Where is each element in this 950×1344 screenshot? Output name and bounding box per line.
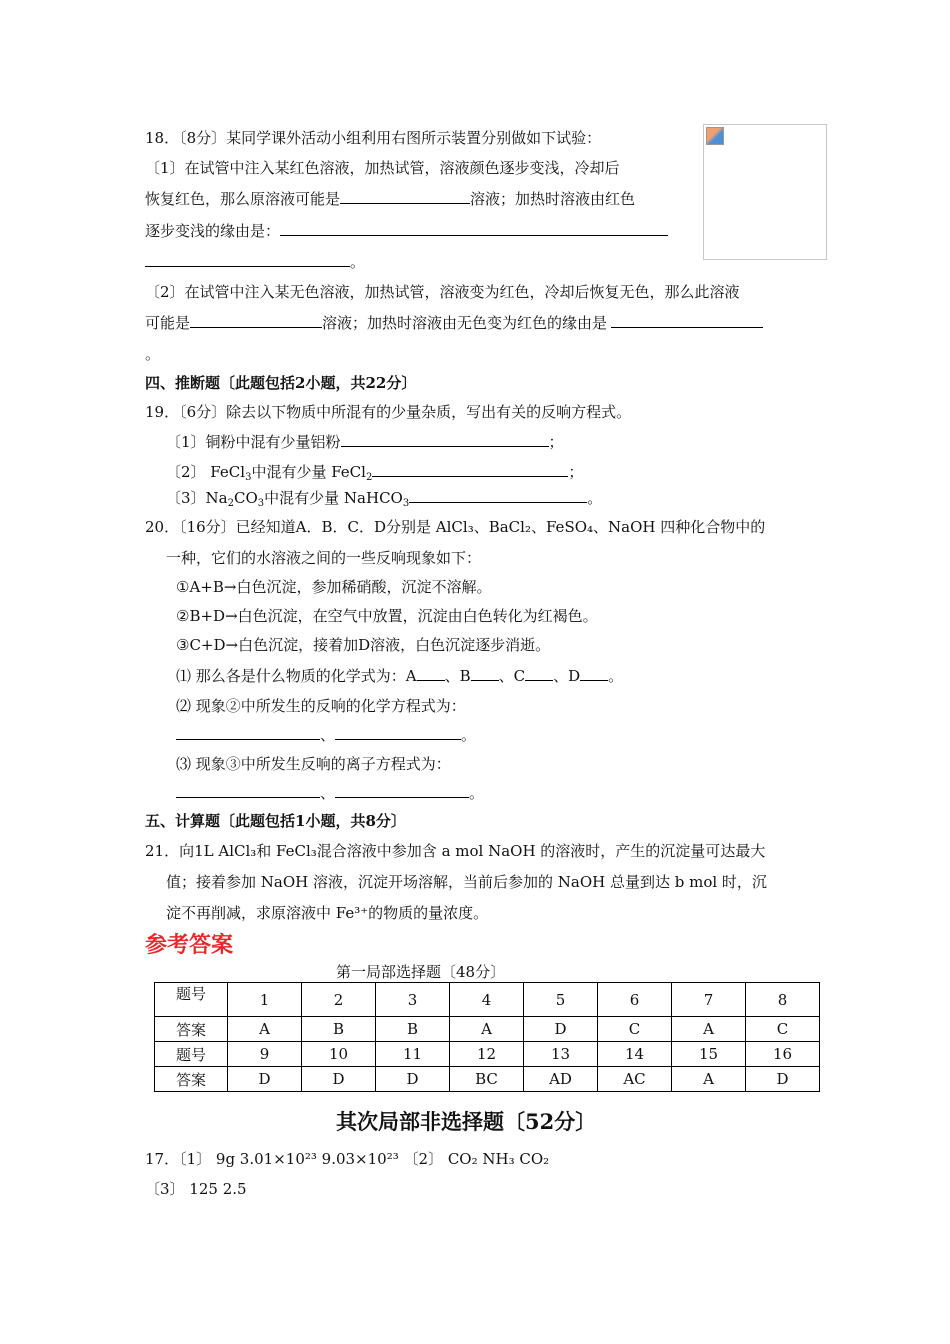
answer-blank xyxy=(417,666,445,681)
q20-sub1: ⑴ 那么各是什么物质的化学式为：A 、B 、C 、D 。 xyxy=(176,667,624,685)
q20-sub2-answer: 、 。 xyxy=(176,724,476,745)
table-cell: 16 xyxy=(746,1042,820,1067)
table-cell: 11 xyxy=(376,1042,450,1067)
apparatus-image-frame xyxy=(703,124,827,260)
table-cell: 3 xyxy=(376,983,450,1017)
answer-blank xyxy=(340,189,470,204)
q18-p2-line1: 〔2〕在试管中注入某无色溶液，加热试管，溶液变为红色，冷却后恢复无色，那么此溶液 xyxy=(145,283,740,301)
table-row-header: 题号 xyxy=(155,983,228,1017)
q21-line3: 淀不再削减，求原溶液中 Fe³⁺的物质的量浓度。 xyxy=(166,904,489,922)
q20-sub3: ⑶ 现象③中所发生反响的离子方程式为： xyxy=(176,755,451,773)
table-cell: 1 xyxy=(228,983,302,1017)
table-cell: 5 xyxy=(524,983,598,1017)
q18-p1-line3: 逐步变浅的缘由是： xyxy=(145,220,668,241)
answer-17-line2: 〔3〕 125 2.5 xyxy=(145,1180,247,1198)
part2-heading: 其次局部非选择题〔52分〕 xyxy=(336,1109,597,1134)
part1-caption: 第一局部选择题〔48分〕 xyxy=(336,963,506,981)
table-cell: D xyxy=(376,1067,450,1092)
section-5-heading: 五、计算题〔此题包括1小题，共8分〕 xyxy=(145,812,406,830)
q19-item2: 〔2〕 FeCl$_3$中混有少量 FeCl$_2$ ； xyxy=(166,463,584,483)
section-4-heading: 四、推断题〔此题包括2小题，共22分〕 xyxy=(145,374,417,392)
table-cell: C xyxy=(598,1017,672,1042)
answer-blank xyxy=(409,488,587,503)
table-cell: AD xyxy=(524,1067,598,1092)
broken-image-icon xyxy=(706,127,724,145)
table-cell: 12 xyxy=(450,1042,524,1067)
q18-p2-line2: 可能是 溶液；加热时溶液由无色变为红色的缘由是 xyxy=(145,312,763,333)
table-cell: B xyxy=(302,1017,376,1042)
table-cell: A xyxy=(672,1017,746,1042)
table-cell: D xyxy=(746,1067,820,1092)
q19-head: 19．〔6分〕除去以下物质中所混有的少量杂质，写出有关的反响方程式。 xyxy=(145,403,632,421)
table-cell: 10 xyxy=(302,1042,376,1067)
q19-item3: 〔3〕$Na_2CO_3$中混有少量 NaHCO$_3$ 。 xyxy=(166,489,603,509)
q18-p2-line3: 。 xyxy=(145,345,161,363)
q19-item1: 〔1〕铜粉中混有少量铝粉 ； xyxy=(166,433,564,451)
table-cell: 4 xyxy=(450,983,524,1017)
q20-reaction-1: ①A+B→白色沉淀，参加稀硝酸，沉淀不溶解。 xyxy=(176,578,492,596)
q18-p1-line2: 恢复红色，那么原溶液可能是 溶液；加热时溶液由红色 xyxy=(145,190,636,208)
answers-title: 参考答案 xyxy=(145,932,234,958)
table-cell: A xyxy=(672,1067,746,1092)
answer-blank xyxy=(176,725,320,740)
table-cell: D xyxy=(228,1067,302,1092)
table-cell: A xyxy=(228,1017,302,1042)
table-cell: D xyxy=(524,1017,598,1042)
table-cell: BC xyxy=(450,1067,524,1092)
answer-blank xyxy=(341,432,549,447)
table-row xyxy=(155,1017,820,1042)
q20-head-line2: 一种，它们的水溶液之间的一些反响现象如下： xyxy=(166,549,482,567)
answer-blank xyxy=(471,666,499,681)
q21-line1: 21．向1L AlCl₃和 FeCl₃混合溶液中参加含 a mol NaOH 的溶液时，产生的沉淀量可达最大 xyxy=(145,842,766,860)
answer-blank xyxy=(176,783,320,798)
table-cell: B xyxy=(376,1017,450,1042)
table-cell: 6 xyxy=(598,983,672,1017)
table-cell: 2 xyxy=(302,983,376,1017)
table-cell: D xyxy=(302,1067,376,1092)
answer-blank xyxy=(525,666,553,681)
table-cell: 14 xyxy=(598,1042,672,1067)
q21-line2: 值；接着参加 NaOH 溶液，沉淀开场溶解，当前后参加的 NaOH 总量到达 b mol 时，沉 xyxy=(166,873,767,891)
table-cell: 7 xyxy=(672,983,746,1017)
q18-p1-line4: 。 xyxy=(145,251,365,272)
table-cell: A xyxy=(450,1017,524,1042)
q18-head: 18．〔8分〕某同学课外活动小组利用右图所示装置分别做如下试验： xyxy=(145,129,602,147)
table-cell: 13 xyxy=(524,1042,598,1067)
answer-blank xyxy=(335,783,469,798)
table-row-header: 答案 xyxy=(155,1017,228,1042)
answer-blank xyxy=(580,666,608,681)
table-cell: AC xyxy=(598,1067,672,1092)
table-cell: 8 xyxy=(746,983,820,1017)
q20-sub2: ⑵ 现象②中所发生的反响的化学方程式为： xyxy=(176,697,466,715)
table-row-header: 答案 xyxy=(155,1067,228,1092)
table-row xyxy=(155,1067,820,1092)
q20-head: 20．〔16分〕已经知道A．B．C．D分别是 AlCl₃、BaCl₂、FeSO₄、NaOH 四种化合物中的 xyxy=(145,518,766,536)
table-row-header: 题号 xyxy=(155,1042,228,1067)
answer-blank xyxy=(145,252,350,267)
q20-reaction-3: ③C+D→白色沉淀，接着加D溶液，白色沉淀逐步消逝。 xyxy=(176,636,551,654)
table-cell: 15 xyxy=(672,1042,746,1067)
q20-reaction-2: ②B+D→白色沉淀，在空气中放置，沉淀由白色转化为红褐色。 xyxy=(176,607,598,625)
table-cell: C xyxy=(746,1017,820,1042)
answer-blank xyxy=(372,462,568,477)
answer-blank xyxy=(280,221,668,236)
table-row xyxy=(155,983,820,1017)
answer-blank xyxy=(335,725,461,740)
answer-blank xyxy=(190,313,322,328)
answer-table xyxy=(154,982,820,1092)
q20-sub3-answer: 、 。 xyxy=(176,782,484,803)
table-cell: 9 xyxy=(228,1042,302,1067)
q18-p1-line1: 〔1〕在试管中注入某红色溶液，加热试管，溶液颜色逐步变浅，冷却后 xyxy=(145,159,620,177)
answer-blank xyxy=(611,313,763,328)
table-row xyxy=(155,1042,820,1067)
answer-17-line1: 17．〔1〕 9g 3.01×10²³ 9.03×10²³ 〔2〕 CO₂ NH₃ CO₂ xyxy=(145,1150,550,1168)
